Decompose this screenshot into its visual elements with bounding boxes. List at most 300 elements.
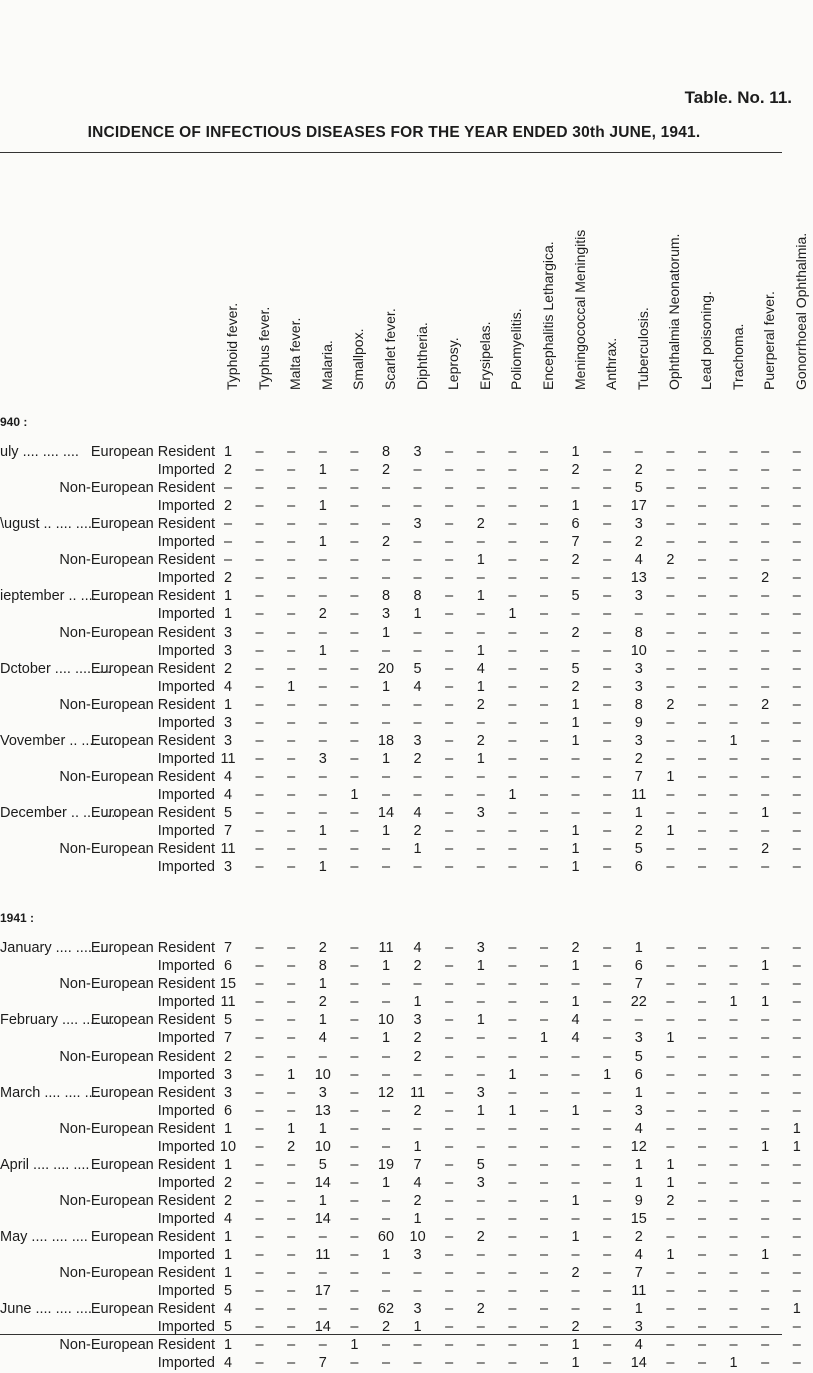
table-cell: – (729, 552, 738, 569)
table-cell: – (729, 958, 738, 975)
table-row (0, 787, 800, 805)
table-cell: – (445, 1156, 454, 1173)
table-cell: 1 (318, 1192, 327, 1209)
table-cell: – (508, 1048, 517, 1065)
table-cell: – (729, 1156, 738, 1173)
table-cell: – (318, 1301, 327, 1318)
table-cell: 1 (381, 1030, 391, 1047)
table-cell: 1 (539, 1030, 549, 1047)
table-cell: – (287, 976, 296, 993)
table-row (0, 733, 800, 751)
table-cell: 14 (377, 805, 395, 821)
table-cell: – (287, 588, 296, 605)
table-cell: 11 (220, 994, 236, 1011)
row-category: Imported (157, 1066, 215, 1083)
table-cell: 1 (223, 1156, 233, 1173)
table-cell: – (445, 714, 454, 731)
table-cell: 3 (318, 750, 327, 767)
table-cell: – (350, 1102, 359, 1119)
table-cell: – (255, 859, 264, 876)
table-cell: – (697, 1066, 707, 1083)
table-cell: – (792, 859, 801, 876)
table-cell: – (350, 696, 359, 713)
table-cell: – (729, 1229, 738, 1245)
table-cell: – (697, 859, 707, 876)
table-cell: – (287, 480, 296, 497)
table-cell: – (697, 696, 707, 713)
table-cell: – (350, 1174, 359, 1191)
table-cell: – (761, 1156, 770, 1173)
table-cell: 2 (476, 516, 485, 533)
table-row (0, 1157, 800, 1175)
table-cell: – (792, 823, 801, 840)
table-cell: – (508, 1265, 517, 1282)
table-cell: – (413, 1337, 422, 1354)
table-cell: – (318, 552, 327, 569)
column-header-label: Meningococcal Meningitis (571, 229, 588, 390)
table-cell: – (571, 642, 580, 659)
table-cell: 3 (223, 732, 233, 749)
table-cell: – (697, 1048, 707, 1065)
table-cell: 6 (223, 1102, 233, 1119)
table-cell: – (539, 976, 549, 993)
table-cell: – (792, 1174, 801, 1191)
table-cell: 1 (634, 805, 643, 821)
table-cell: – (697, 750, 707, 767)
table-cell: 1 (603, 1066, 612, 1083)
table-cell: 2 (318, 606, 327, 623)
table-cell: – (792, 462, 801, 479)
table-cell: – (445, 1265, 454, 1282)
table-cell: – (508, 696, 517, 713)
table-cell: – (255, 1120, 264, 1137)
table-cell: – (381, 498, 391, 515)
table-cell: – (287, 940, 296, 957)
table-cell: – (255, 480, 264, 497)
table-cell: – (697, 1283, 707, 1300)
table-cell: – (318, 732, 327, 749)
table-cell: 1 (729, 1355, 738, 1372)
table-cell: – (539, 624, 549, 641)
table-cell: – (318, 1229, 327, 1245)
table-cell: – (792, 768, 801, 785)
table-cell: – (539, 1174, 549, 1191)
table-cell: – (603, 1301, 612, 1318)
table-row (0, 444, 800, 462)
table-cell: 1 (571, 958, 580, 975)
table-cell: – (255, 516, 264, 533)
table-cell: – (539, 1337, 549, 1354)
table-cell: 22 (630, 994, 647, 1011)
table-cell: – (476, 498, 485, 515)
column-header-label: Smallpox. (350, 328, 367, 390)
table-cell: 2 (634, 462, 643, 479)
table-cell: 15 (219, 976, 237, 993)
table-cell: – (666, 714, 675, 731)
table-row (0, 1301, 800, 1319)
table-row (0, 679, 800, 697)
table-cell: – (729, 1319, 738, 1336)
table-cell: – (666, 570, 675, 587)
table-cell: – (697, 1156, 707, 1173)
table-cell: – (508, 1210, 517, 1227)
table-cell: – (287, 1084, 296, 1101)
table-cell: – (666, 732, 675, 749)
table-cell: 3 (223, 859, 233, 876)
table-cell: – (445, 958, 454, 975)
table-cell: – (381, 1120, 391, 1137)
table-cell: – (476, 624, 485, 641)
table-row (0, 1012, 800, 1030)
table-cell: – (381, 1210, 391, 1227)
table-cell: 3 (634, 1102, 643, 1119)
table-cell: – (666, 624, 675, 641)
row-month: uly .... .... .... (0, 444, 79, 460)
table-cell: 1 (476, 1012, 485, 1029)
table-cell: – (729, 696, 738, 713)
table-cell: 1 (476, 588, 485, 605)
table-cell: – (508, 1355, 517, 1372)
table-cell: – (508, 750, 517, 767)
table-cell: – (539, 696, 549, 713)
table-cell: 4 (223, 786, 233, 803)
table-cell: – (350, 570, 359, 587)
table-cell: – (729, 859, 738, 876)
table-cell: – (603, 552, 612, 569)
table-cell: 3 (476, 940, 485, 957)
table-row (0, 940, 800, 958)
table-cell: – (792, 552, 801, 569)
table-cell: – (729, 498, 738, 515)
table-cell: – (318, 1048, 327, 1065)
table-cell: – (539, 1319, 549, 1336)
table-cell: – (508, 805, 517, 821)
table-cell: – (792, 750, 801, 767)
table-cell: – (603, 1012, 612, 1029)
table-cell: – (666, 976, 675, 993)
table-cell: 2 (381, 462, 391, 479)
table-cell: – (571, 1138, 580, 1155)
table-cell: – (792, 1156, 801, 1173)
table-cell: 1 (792, 1120, 801, 1137)
table-cell: 6 (634, 958, 643, 975)
table-row (0, 552, 800, 570)
table-cell: – (697, 1120, 707, 1137)
table-cell: – (666, 1012, 675, 1029)
column-header-label: Diphtheria. (413, 322, 430, 390)
table-cell: 11 (631, 1283, 647, 1300)
row-category: Imported (157, 1210, 215, 1227)
table-cell: – (761, 624, 770, 641)
table-cell: – (318, 444, 327, 460)
table-cell: – (729, 1048, 738, 1065)
table-cell: – (445, 660, 454, 677)
table-cell: – (666, 606, 675, 623)
table-cell: – (508, 498, 517, 515)
table-cell: – (508, 976, 517, 993)
row-category: European Resident (90, 1084, 215, 1101)
table-cell: – (539, 444, 549, 460)
table-cell: 1 (381, 958, 391, 975)
table-cell: – (792, 1355, 801, 1372)
table-cell: – (381, 1355, 391, 1372)
table-cell: 1 (792, 1138, 801, 1155)
table-cell: – (445, 1337, 454, 1354)
table-cell: – (350, 940, 359, 957)
table-cell: – (697, 1229, 707, 1245)
table-cell: – (539, 1066, 549, 1083)
table-cell: – (413, 859, 422, 876)
table-cell: – (571, 1120, 580, 1137)
table-cell: – (255, 786, 264, 803)
table-cell: – (223, 552, 233, 569)
table-cell: – (476, 1048, 485, 1065)
table-cell: – (666, 958, 675, 975)
table-cell: 20 (377, 660, 395, 677)
table-cell: – (255, 1265, 264, 1282)
table-cell: 2 (666, 552, 675, 569)
table-cell: – (223, 480, 233, 497)
table-cell: 1 (223, 606, 233, 623)
table-cell: – (255, 823, 264, 840)
table-cell: – (287, 552, 296, 569)
table-cell: – (287, 994, 296, 1011)
column-header (603, 190, 623, 390)
table-cell: 1 (571, 1229, 580, 1245)
table-cell: 2 (223, 660, 233, 677)
table-cell: 1 (761, 1138, 770, 1155)
table-cell: – (603, 786, 612, 803)
table-cell: – (413, 976, 422, 993)
table-cell: – (445, 552, 454, 569)
table-cell: – (508, 1247, 517, 1264)
table-cell: 1 (476, 678, 485, 695)
table-cell: – (729, 642, 738, 659)
table-cell: – (603, 588, 612, 605)
table-cell: – (697, 1174, 707, 1191)
table-cell: – (603, 570, 612, 587)
row-category: Imported (157, 750, 215, 767)
table-cell: – (539, 786, 549, 803)
table-cell: – (287, 823, 296, 840)
table-cell: – (729, 1030, 738, 1047)
table-cell: 1 (318, 498, 327, 515)
row-category: Imported (157, 958, 215, 975)
table-cell: – (792, 732, 801, 749)
table-cell: – (697, 1084, 707, 1101)
table-cell: – (603, 534, 612, 551)
table-cell: – (603, 859, 612, 876)
table-cell: – (603, 1247, 612, 1264)
table-cell: 2 (223, 498, 233, 515)
table-cell: 1 (571, 498, 580, 515)
table-cell: 4 (571, 1030, 580, 1047)
table-cell: – (381, 1138, 391, 1155)
table-cell: – (350, 588, 359, 605)
table-cell: – (476, 444, 485, 460)
table-cell: – (287, 1319, 296, 1336)
table-cell: – (350, 976, 359, 993)
table-cell: – (571, 1283, 580, 1300)
table-cell: – (729, 1283, 738, 1300)
column-header-label: Anthrax. (603, 337, 620, 390)
table-cell: 10 (219, 1138, 237, 1155)
table-cell: – (508, 1156, 517, 1173)
table-cell: 7 (223, 1030, 233, 1047)
table-cell: 1 (350, 786, 359, 803)
table-cell: 17 (314, 1283, 331, 1300)
table-cell: 1 (318, 642, 327, 659)
table-cell: – (255, 976, 264, 993)
table-cell: 3 (413, 1301, 422, 1318)
table-cell: – (413, 696, 422, 713)
table-cell: 8 (381, 588, 391, 605)
table-row (0, 1211, 800, 1229)
table-row (0, 1355, 800, 1373)
table-cell: – (508, 1229, 517, 1245)
table-cell: 60 (377, 1229, 395, 1245)
table-cell: – (603, 498, 612, 515)
table-cell: – (792, 1102, 801, 1119)
table-cell: – (381, 841, 391, 858)
table-cell: 5 (634, 1048, 643, 1065)
table-cell: – (287, 958, 296, 975)
table-cell: – (539, 805, 549, 821)
table-cell: 1 (761, 994, 770, 1011)
table-cell: 13 (314, 1102, 331, 1119)
table-cell: – (539, 552, 549, 569)
table-cell: – (792, 696, 801, 713)
table-cell: – (445, 444, 454, 460)
table-cell: – (350, 1030, 359, 1047)
table-cell: – (539, 1192, 549, 1209)
table-cell: – (729, 480, 738, 497)
table-cell: – (603, 1337, 612, 1354)
row-category: Imported (157, 1247, 215, 1264)
table-cell: 1 (571, 841, 580, 858)
table-cell: 6 (571, 516, 580, 533)
table-cell: – (729, 516, 738, 533)
table-cell: 2 (476, 1229, 485, 1245)
table-cell: – (445, 823, 454, 840)
table-cell: – (508, 1319, 517, 1336)
column-header (414, 190, 434, 390)
table-cell: – (761, 642, 770, 659)
table-cell: – (729, 714, 738, 731)
table-row (0, 1229, 800, 1247)
table-cell: 1 (318, 1120, 327, 1137)
row-category: European Resident (90, 588, 215, 605)
table-cell: – (255, 534, 264, 551)
table-cell: 11 (315, 1247, 331, 1264)
table-cell: 4 (223, 1210, 233, 1227)
table-cell: 2 (287, 1138, 296, 1155)
row-category: Non-European Resident (59, 1192, 215, 1209)
table-cell: – (539, 660, 549, 677)
table-cell: – (445, 696, 454, 713)
table-cell: 3 (381, 606, 391, 623)
table-number: Table. No. 11. (684, 88, 792, 107)
table-cell: – (508, 588, 517, 605)
table-cell: 2 (476, 732, 485, 749)
table-cell: – (318, 1337, 327, 1354)
table-cell: 1 (287, 1120, 296, 1137)
table-cell: – (697, 588, 707, 605)
table-cell: – (729, 660, 738, 677)
table-cell: – (413, 642, 422, 659)
table-cell: 6 (634, 859, 643, 876)
table-cell: – (603, 1102, 612, 1119)
table-cell: – (508, 660, 517, 677)
table-cell: – (350, 1066, 359, 1083)
table-cell: 1 (666, 768, 675, 785)
table-cell: – (445, 1030, 454, 1047)
table-cell: – (666, 462, 675, 479)
table-cell: 2 (318, 940, 327, 957)
table-cell: – (603, 940, 612, 957)
table-cell: – (761, 1265, 770, 1282)
table-cell: – (697, 516, 707, 533)
table-cell: – (697, 1138, 707, 1155)
table-cell: 3 (634, 1030, 643, 1047)
table-cell: 1 (318, 859, 327, 876)
table-cell: – (381, 696, 391, 713)
column-header (761, 190, 781, 390)
table-cell: 12 (630, 1138, 647, 1155)
table-cell: – (255, 1012, 264, 1029)
table-cell: – (761, 1084, 770, 1101)
table-cell: – (666, 1319, 675, 1336)
table-cell: 3 (318, 1084, 327, 1101)
table-cell: – (255, 696, 264, 713)
table-cell: – (697, 805, 707, 821)
table-cell: – (445, 516, 454, 533)
table-cell: – (729, 1066, 738, 1083)
table-cell: – (508, 859, 517, 876)
row-category: Imported (157, 1355, 215, 1372)
table-cell: – (381, 976, 391, 993)
column-header (572, 190, 592, 390)
table-cell: – (350, 480, 359, 497)
table-cell: – (792, 1012, 801, 1029)
table-cell: 1 (476, 642, 485, 659)
table-cell: 11 (378, 940, 394, 957)
table-cell: 1 (571, 859, 580, 876)
table-cell: – (792, 1066, 801, 1083)
table-cell: – (539, 958, 549, 975)
column-header (224, 190, 244, 390)
table-cell: 1 (476, 750, 485, 767)
table-cell: 1 (508, 606, 517, 623)
table-cell: 1 (476, 1102, 485, 1119)
table-cell: – (761, 516, 770, 533)
table-cell: – (476, 714, 485, 731)
column-header-label: Typhoid fever. (224, 302, 240, 390)
row-category: Imported (157, 462, 215, 479)
table-cell: – (255, 732, 264, 749)
table-cell: – (603, 1283, 612, 1300)
top-rule (0, 152, 782, 153)
column-header (350, 190, 370, 390)
row-category: Non-European Resident (59, 1337, 215, 1354)
table-cell: – (792, 786, 801, 803)
table-cell: – (761, 534, 770, 551)
row-month: ieptember .. .... .... (0, 588, 117, 605)
table-cell: – (603, 976, 612, 993)
table-cell: – (603, 480, 612, 497)
table-cell: – (603, 660, 612, 677)
table-cell: – (381, 552, 391, 569)
